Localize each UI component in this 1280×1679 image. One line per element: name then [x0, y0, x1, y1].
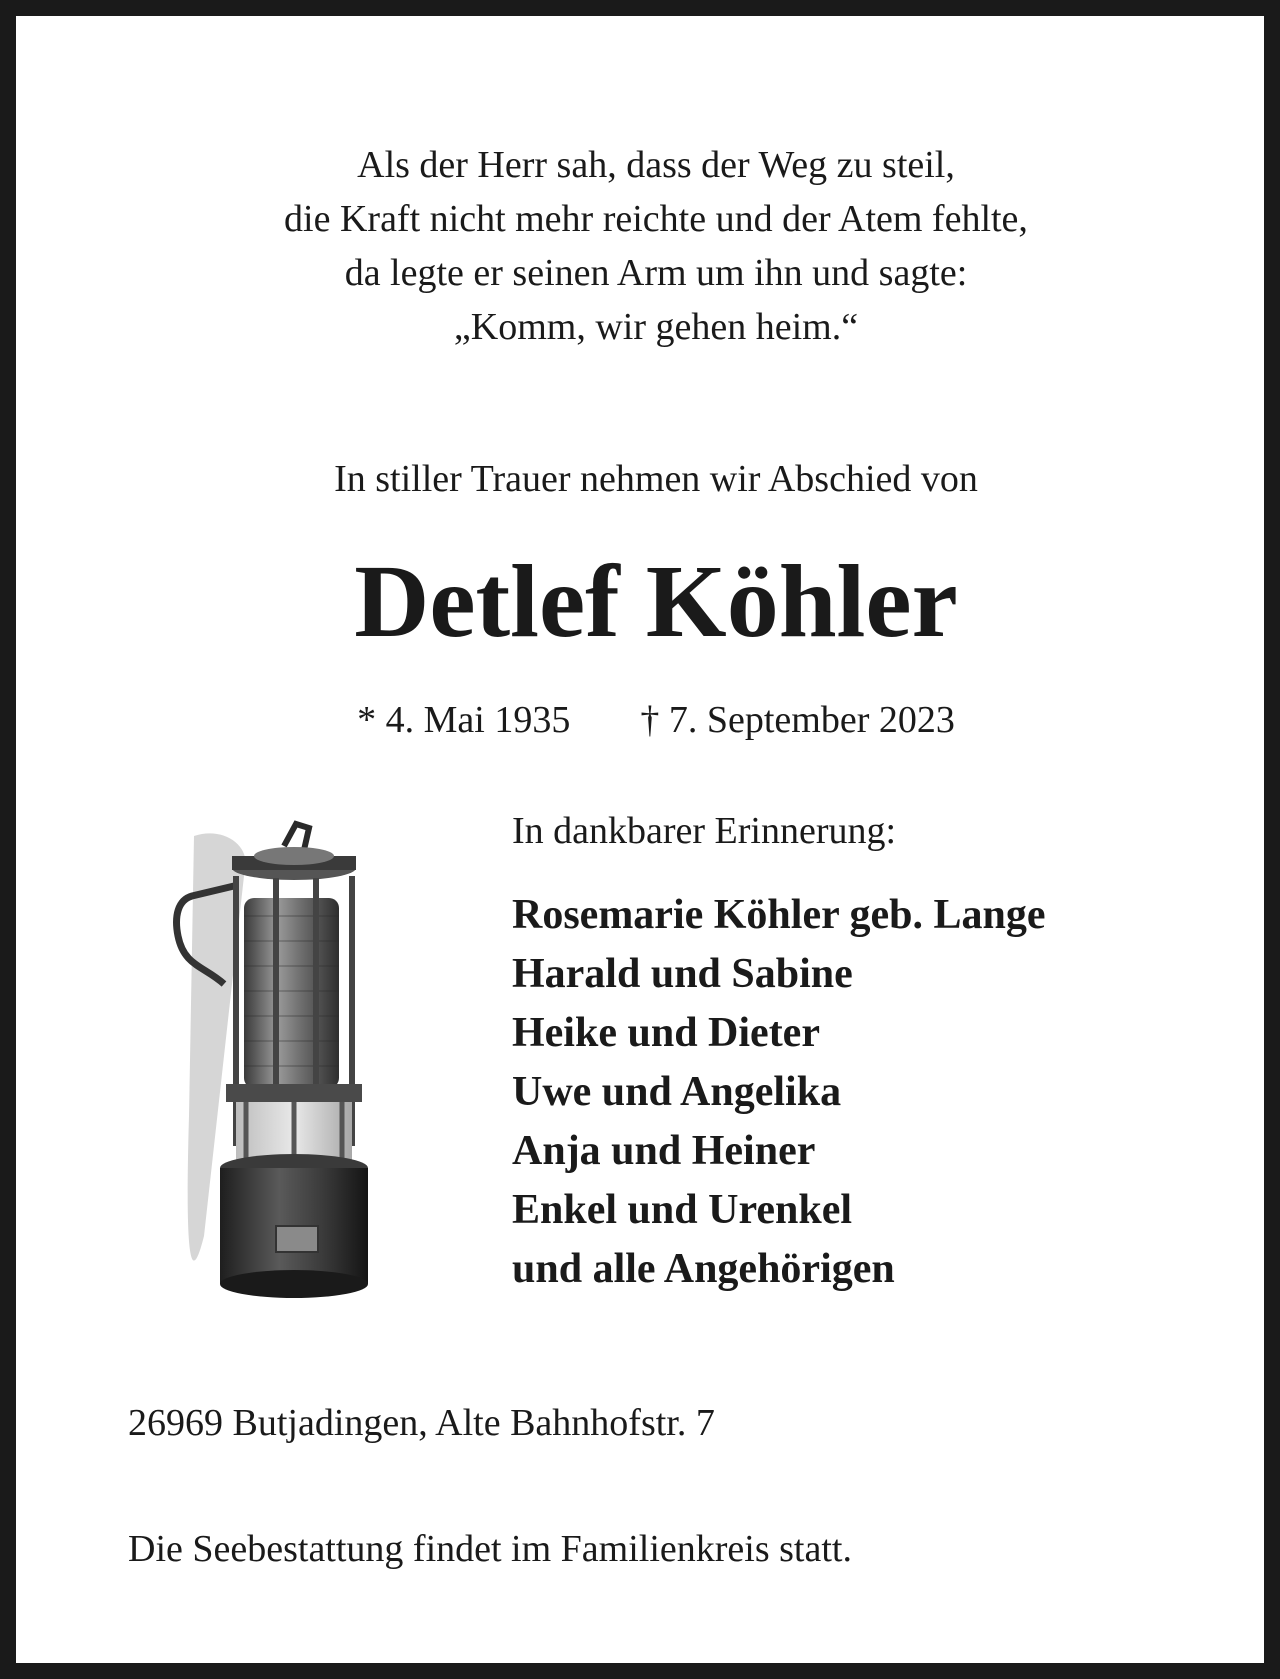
mourners-list — [512, 886, 1046, 1299]
memory-label: In dankbarer Erinnerung: — [512, 810, 897, 852]
mourner-entry: Enkel und Urenkel — [512, 1187, 852, 1233]
verse-line: die Kraft nicht mehr reichte und der Atem fehlte, — [284, 198, 1028, 240]
deceased-name: Detlef Köhler — [354, 544, 958, 659]
miners-lamp-icon — [164, 816, 414, 1316]
mourner-entry: Anja und Heiner — [512, 1128, 816, 1174]
verse-line: Als der Herr sah, dass der Weg zu steil, — [357, 144, 955, 186]
birth-date: * 4. Mai 1935 — [357, 699, 571, 741]
family-address: 26969 Butjadingen, Alte Bahnhofstr. 7 — [128, 1402, 715, 1444]
mourner-entry: und alle Angehörigen — [512, 1246, 895, 1292]
death-date: † 7. September 2023 — [640, 699, 955, 741]
verse-line: „Komm, wir gehen heim.“ — [453, 306, 859, 348]
mourner-entry: Rosemarie Köhler geb. Lange — [512, 892, 1046, 938]
life-dates — [16, 693, 1280, 747]
mourner-entry: Harald und Sabine — [512, 951, 853, 997]
mourner-entry: Heike und Dieter — [512, 1010, 820, 1056]
verse-line: da legte er seinen Arm um ihn und sagte: — [344, 252, 968, 294]
mourner-entry: Uwe und Angelika — [512, 1069, 842, 1115]
burial-notice: Die Seebestattung findet im Familienkreis statt. — [128, 1528, 852, 1570]
verse-block — [16, 138, 1280, 354]
farewell-intro: In stiller Trauer nehmen wir Abschied von — [334, 458, 978, 500]
